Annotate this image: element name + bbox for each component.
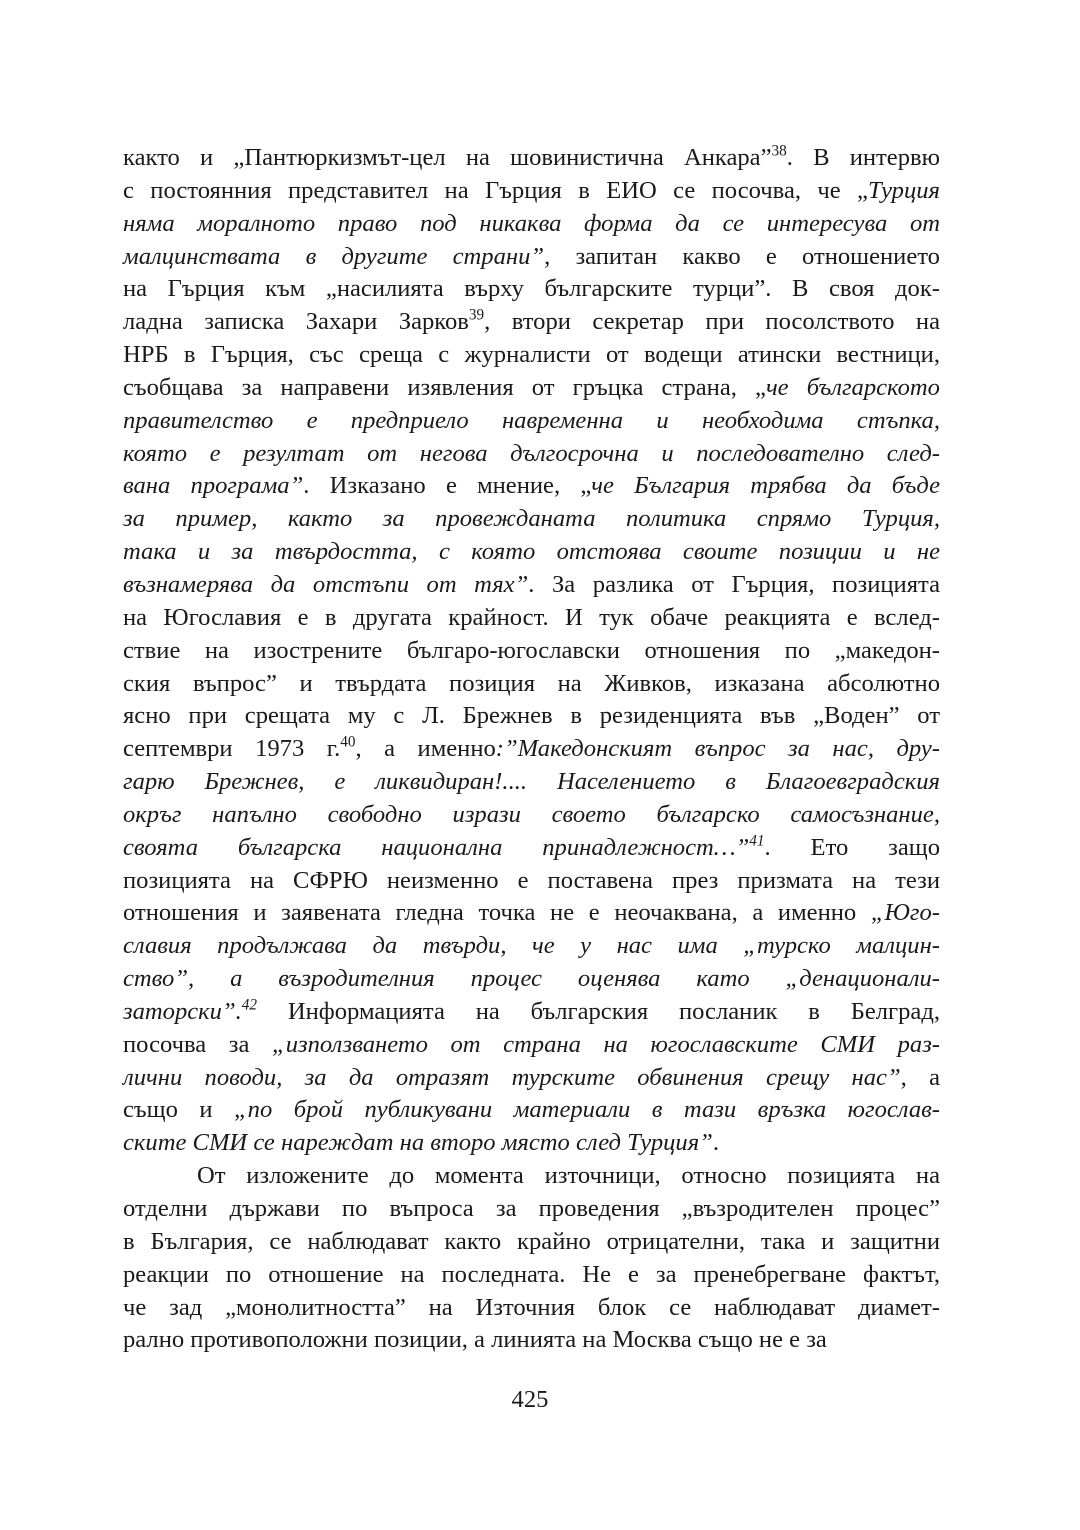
text-segment: както и „Пантюркизмът-цел на шовинистична Анкара”	[123, 144, 772, 171]
text-line	[123, 438, 940, 471]
text-segment: за пример, както за провежданата политика спрямо Турция,	[123, 505, 940, 533]
text-segment: лични поводи, за да отразят турските обвинения срещу нас”	[123, 1063, 901, 1091]
text-line	[123, 635, 940, 668]
text-line	[123, 1324, 940, 1357]
footnote-ref: 38	[771, 142, 787, 160]
text-segment: така и за твърдостта, с която отстоява своите позиции и не	[123, 538, 940, 566]
text-line	[123, 1259, 940, 1292]
text-segment: ство”, а възродителния процес оценява като „денационали-	[123, 965, 940, 993]
text-segment: , запитан какво е отношението	[544, 242, 940, 270]
text-segment: съобщава за направени изявления от гръцка страна, „	[123, 373, 766, 401]
text-line	[123, 569, 940, 602]
text-line	[123, 700, 940, 733]
text-segment: рално противоположни позиции, а линията на Москва също не е за	[123, 1326, 827, 1354]
text-line	[123, 963, 940, 996]
text-segment: правителство е предприело навременна и необходима стъпка,	[123, 406, 940, 434]
text-line	[123, 766, 940, 799]
text-segment: , втори секретар при посолството на	[484, 308, 940, 336]
text-segment: „по брой публикувани материали в тази връзка югослав-	[234, 1096, 940, 1124]
text-line	[123, 832, 940, 865]
text-line	[123, 865, 940, 898]
text-line	[123, 897, 940, 930]
text-line	[123, 536, 940, 569]
text-segment: позицията на СФРЮ неизменно е поставена през призмата на тези	[123, 866, 940, 894]
text-line	[123, 306, 940, 339]
footnote-ref: 40	[340, 733, 356, 751]
text-line	[123, 339, 940, 372]
text-line	[123, 1292, 940, 1325]
text-line	[123, 372, 940, 405]
text-line	[123, 799, 940, 832]
text-segment: на Югославия е в другата крайност. И тук обаче реакцията е вслед-	[123, 603, 940, 631]
text-segment: че България трябва да бъде	[591, 472, 940, 500]
text-segment: вана програма”	[123, 472, 304, 500]
text-line	[123, 142, 940, 175]
text-line	[123, 208, 940, 241]
text-segment: , а именно	[355, 735, 496, 763]
text-segment: . В интервю	[786, 144, 940, 171]
text-segment: възнамерява да отстъпи от тях”	[123, 570, 529, 598]
text-segment: .	[712, 1129, 719, 1157]
text-segment: с постоянния представител на Гърция в ЕИО се посочва, че „	[123, 176, 868, 204]
text-segment: заторски”.	[123, 997, 242, 1025]
text-segment: че зад „монолитността” на Източния блок се наблюдават диамет-	[123, 1293, 940, 1321]
text-line	[123, 602, 940, 635]
text-segment: . Ето защо	[764, 833, 941, 861]
text-line	[123, 175, 940, 208]
footnote-ref: 41	[749, 832, 765, 850]
text-line	[123, 996, 940, 1029]
text-line	[123, 503, 940, 536]
text-segment: славия продължава да твърди, че у нас има „турско малцин-	[123, 932, 940, 960]
text-segment: ствие на изострените българо-югославски отношения по „македон-	[123, 636, 940, 664]
text-segment: ския въпрос” и твърдата позиция на Живков, изказана абсолютно	[123, 669, 940, 697]
text-line	[123, 273, 940, 306]
text-segment: в България, се наблюдават както крайно отрицателни, така и защитни	[123, 1227, 940, 1255]
text-segment: септември 1973 г.	[123, 735, 341, 763]
text-segment: „използването от страна на югославските СМИ раз-	[272, 1030, 940, 1058]
paragraph	[123, 142, 940, 1160]
text-segment: посочва за	[123, 1030, 273, 1058]
text-segment: ските СМИ се нареждат на второ място след Турция”	[123, 1129, 713, 1157]
text-line	[123, 1193, 940, 1226]
text-line	[123, 1226, 940, 1259]
text-segment: Турция	[867, 176, 940, 204]
footnote-ref: 42	[241, 996, 258, 1014]
text-segment: отделни държави по въпроса за проведения „възродителен процес”	[123, 1195, 940, 1222]
text-segment: на Гърция към „насилията върху българските турци”. В своя док-	[123, 275, 940, 303]
text-segment: че българското	[765, 373, 940, 401]
text-line	[123, 1160, 940, 1193]
text-line	[123, 1127, 940, 1160]
text-segment: ладна записка Захари Зарков	[123, 308, 469, 336]
text-line	[123, 1029, 940, 1062]
text-segment: Информацията на българския посланик в Белград,	[257, 997, 940, 1025]
text-segment: НРБ в Гърция, със среща с журналисти от водещи атински вестници,	[123, 341, 940, 369]
text-line	[123, 668, 940, 701]
text-line	[123, 930, 940, 963]
text-segment: малцинствата в другите страни”	[123, 242, 545, 270]
text-line	[123, 1062, 940, 1095]
text-segment: реакции по отношение на последната. Не е за пренебрегване фактът,	[123, 1260, 940, 1288]
text-segment: която е резултат от негова дългосрочна и последователно след-	[123, 439, 940, 467]
text-segment: От изложените до момента източници, относно позицията на	[197, 1162, 940, 1190]
text-segment: . За разлика от Гърция, позицията	[528, 570, 940, 598]
text-segment: няма моралното право под никаква форма да се интересува от	[123, 209, 940, 237]
text-line	[123, 733, 940, 766]
text-segment: своята българска национална принадлежност…”	[123, 833, 750, 861]
text-segment: , а	[900, 1063, 940, 1091]
text-line	[123, 470, 940, 503]
text-segment: също и	[123, 1096, 234, 1124]
text-segment: :”Македонският въпрос за нас, дру-	[495, 735, 941, 763]
text-line	[123, 405, 940, 438]
text-segment: окръг напълно свободно изрази своето българско самосъзнание,	[123, 800, 940, 828]
paragraph	[123, 1160, 940, 1357]
text-segment: „Юго-	[870, 899, 940, 927]
text-segment: ясно при срещата му с Л. Брежнев в резиденцията във „Воден” от	[123, 702, 940, 730]
page-number: 425	[511, 1386, 549, 1413]
text-segment: гарю Брежнев, е ликвидиран!.... Населението в Благоевградския	[123, 768, 940, 796]
text-segment: отношения и заявената гледна точка не е неочаквана, а именно	[123, 899, 871, 927]
body-text	[123, 142, 940, 1357]
footnote-ref: 39	[468, 306, 485, 324]
text-segment: . Изказано е мнение, „	[303, 472, 592, 500]
text-line	[123, 1094, 940, 1127]
text-line	[123, 241, 940, 274]
